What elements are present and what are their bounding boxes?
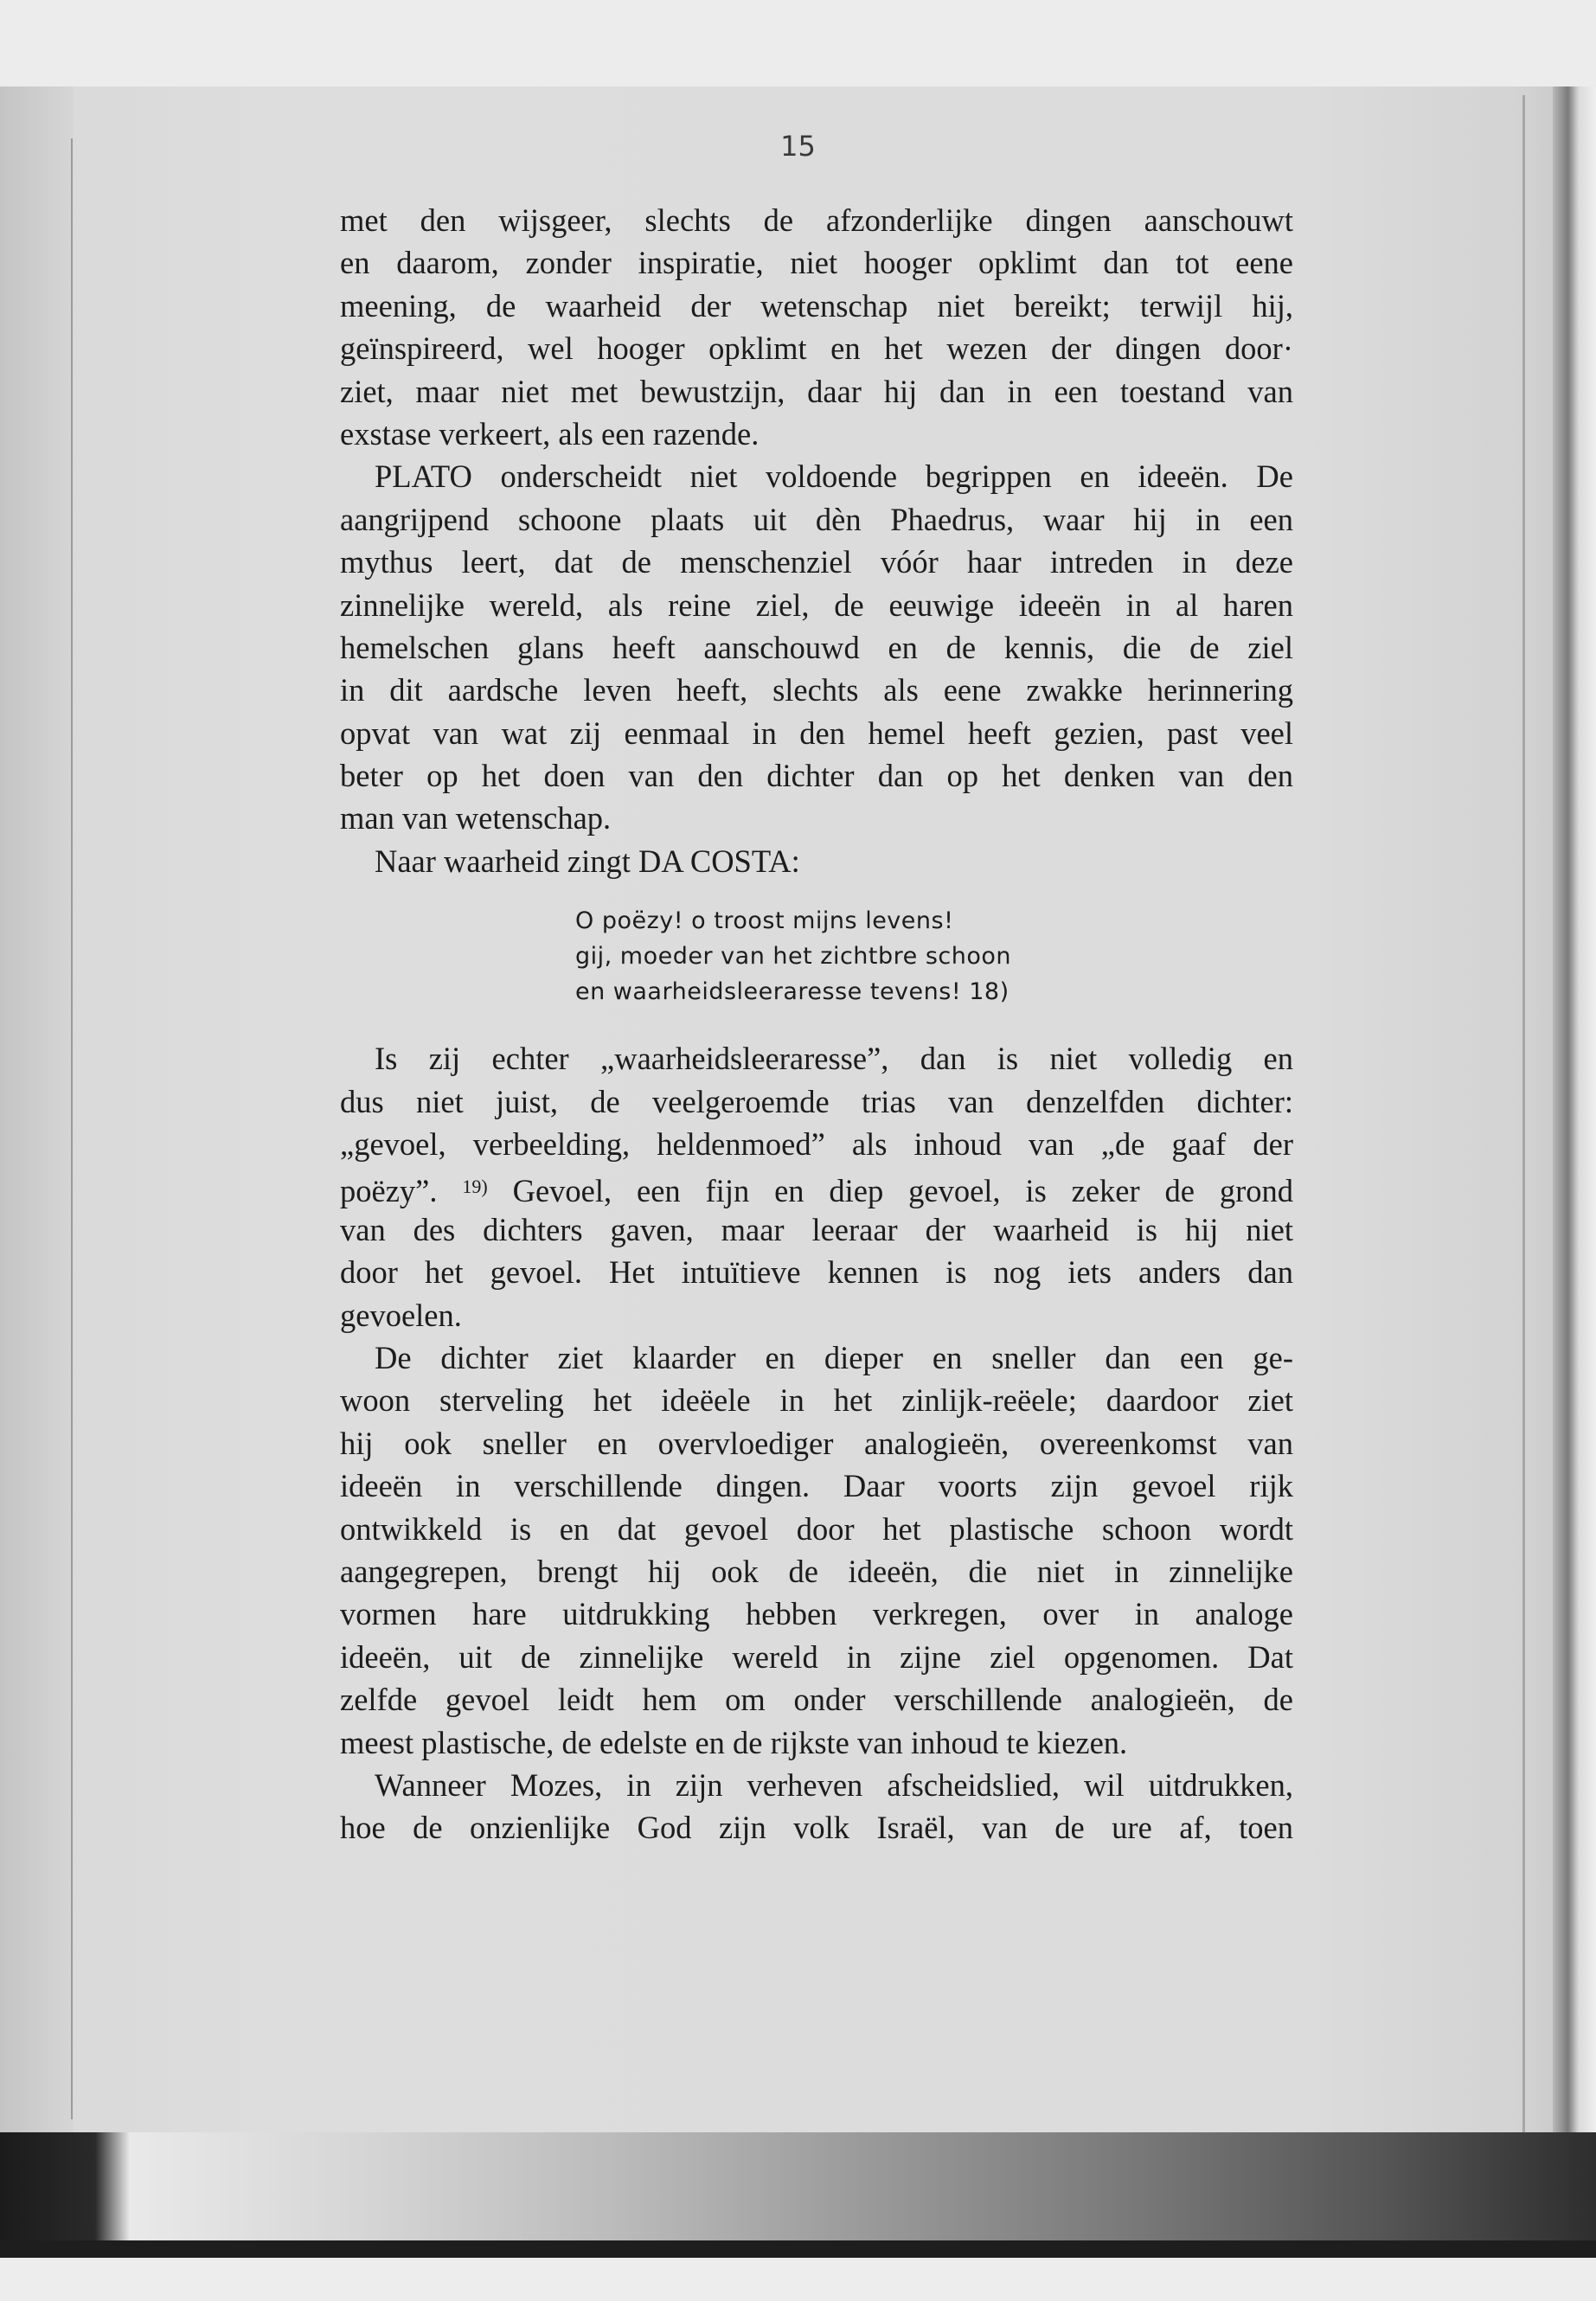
text-line: aangrijpend schoone plaats uit dèn Phaedrus, waar hij in een bbox=[340, 501, 1293, 537]
paragraph-2 bbox=[340, 455, 1293, 840]
text-line: van des dichters gaven, maar leeraar der waarheid is hij niet bbox=[340, 1211, 1293, 1247]
text-line: Is zij echter „waarheidsleeraresse”, dan is niet volledig en bbox=[375, 1041, 1293, 1077]
text-line: meest plastische, de edelste en de rijkste van inhoud te kiezen. bbox=[340, 1724, 1128, 1760]
text-line: en daarom, zonder inspiratie, niet hooger opklimt dan tot eene bbox=[340, 245, 1293, 281]
footnote-ref: 19) bbox=[462, 1176, 488, 1198]
scan-bottom-shadow bbox=[0, 2132, 1596, 2253]
text-line: hij ook sneller en overvloediger analogieën, overeenkomst van bbox=[340, 1425, 1293, 1461]
text-fragment: Gevoel, een fijn en diep gevoel, is zeker de grond bbox=[512, 1173, 1294, 1209]
poem-line bbox=[575, 974, 1293, 1009]
spacer bbox=[340, 1009, 1293, 1037]
scan-margin-bottom bbox=[0, 2258, 1596, 2301]
text-line: zinnelijke wereld, als reine ziel, de eeuwige ideeën in al haren bbox=[340, 586, 1293, 623]
text-line: beter op het doen van den dichter dan op het denken van den bbox=[340, 758, 1293, 794]
text-line: PLATO onderscheidt niet voldoende begrippen en ideeën. De bbox=[375, 458, 1293, 495]
paragraph-4 bbox=[340, 1037, 1293, 1336]
text-line: dus niet juist, de veelgeroemde trias van denzelfden dichter: bbox=[340, 1083, 1293, 1119]
paragraph-3 bbox=[340, 840, 1293, 882]
text-line: opvat van wat zij eenmaal in den hemel heeft gezien, past veel bbox=[340, 715, 1293, 751]
text-line: woon sterveling het ideëele in het zinlijk-reëele; daardoor ziet bbox=[340, 1382, 1293, 1419]
text-line: ideeën, uit de zinnelijke wereld in zijne ziel opgenomen. Dat bbox=[340, 1638, 1293, 1675]
body-text bbox=[340, 199, 1293, 1849]
text-line: ziet, maar niet met bewustzijn, daar hij dan in een toestand van bbox=[340, 373, 1293, 409]
text-line: meening, de waarheid der wetenschap niet bereikt; terwijl hij, bbox=[340, 287, 1293, 324]
text-line: De dichter ziet klaarder en dieper en sneller dan een ge- bbox=[375, 1339, 1293, 1375]
text-line: zelfde gevoel leidt hem om onder verschillende analogieën, de bbox=[340, 1682, 1293, 1718]
poem-quote bbox=[575, 903, 1293, 1009]
text-line: met den wijsgeer, slechts de afzonderlijke dingen aanschouwt bbox=[340, 202, 1293, 238]
text-line: gevoelen. bbox=[340, 1297, 462, 1333]
gutter-line bbox=[71, 138, 73, 2119]
page-edge-shadow bbox=[1553, 87, 1596, 2253]
text-line: aangegrepen, brengt hij ook de ideeën, die niet in zinnelijke bbox=[340, 1553, 1293, 1589]
text-line: ontwikkeld is en dat gevoel door het plastische schoon wordt bbox=[340, 1510, 1293, 1547]
scan-bottom-edge bbox=[0, 2240, 1596, 2258]
text-line: mythus leert, dat de menschenziel vóór haar intreden in deze bbox=[340, 544, 1293, 580]
poem-line: gij, moeder van het zichtbre schoon bbox=[575, 943, 1012, 971]
text-line: man van wetenschap. bbox=[340, 800, 612, 836]
spacer bbox=[340, 882, 1293, 903]
text-line: ideeën in verschillende dingen. Daar voorts zijn gevoel rijk bbox=[340, 1468, 1293, 1504]
paragraph-1 bbox=[340, 199, 1293, 455]
text-line: exstase verkeert, als een razende. bbox=[340, 415, 760, 452]
text-fragment: poëzy”. bbox=[340, 1173, 438, 1209]
page-number: 15 bbox=[780, 130, 816, 163]
scan-margin-top bbox=[0, 0, 1596, 87]
poem-line-text: en waarheidsleeraresse tevens! bbox=[575, 978, 962, 1006]
paragraph-5 bbox=[340, 1336, 1293, 1764]
footnote-ref: 18) bbox=[969, 978, 1010, 1006]
paragraph-6 bbox=[340, 1764, 1293, 1849]
text-line: hemelschen glans heeft aanschouwd en de kennis, die de ziel bbox=[340, 629, 1293, 665]
poem-line: O poëzy! o troost mijns levens! bbox=[575, 907, 954, 935]
text-line bbox=[340, 1165, 1293, 1208]
text-line: in dit aardsche leven heeft, slechts als eene zwakke herinnering bbox=[340, 672, 1293, 708]
text-line: Naar waarheid zingt DA COSTA: bbox=[375, 843, 800, 879]
text-line: door het gevoel. Het intuïtieve kennen is nog iets anders dan bbox=[340, 1254, 1293, 1291]
text-line: „gevoel, verbeelding, heldenmoed” als inhoud van „de gaaf der bbox=[340, 1126, 1293, 1163]
text-line: hoe de onzienlijke God zijn volk Israël, van de ure af, toen bbox=[340, 1810, 1293, 1846]
page-edge-line bbox=[1522, 95, 1525, 2180]
page-gutter-shadow bbox=[0, 87, 74, 2253]
text-line: Wanneer Mozes, in zijn verheven afscheidslied, wil uitdrukken, bbox=[375, 1766, 1293, 1803]
text-line: vormen hare uitdrukking hebben verkregen, over in analoge bbox=[340, 1596, 1293, 1632]
text-line: geïnspireerd, wel hooger opklimt en het wezen der dingen door· bbox=[340, 330, 1293, 367]
